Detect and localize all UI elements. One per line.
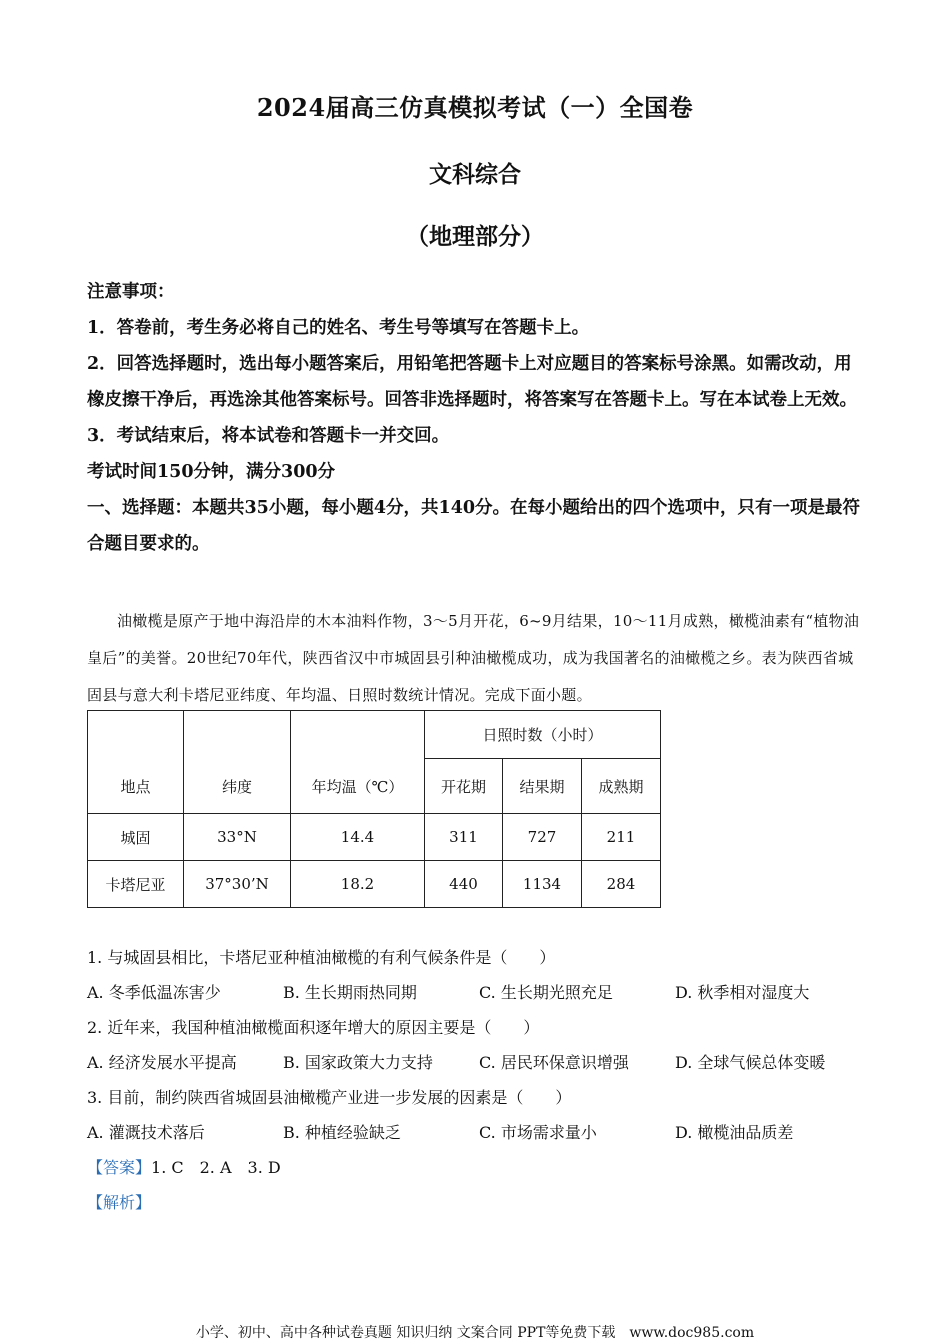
answer-text: 1. C 2. A 3. D (151, 1158, 281, 1177)
question-options (87, 1045, 877, 1080)
cell-ripe: 211 (582, 814, 661, 861)
cell-place: 城固 (88, 814, 184, 861)
footer-text: 小学、初中、高中各种试卷真题 知识归纳 文案合同 PPT等免费下载 (195, 1325, 616, 1341)
option-b: B. 生长期雨热同期 (283, 983, 417, 1002)
header-sunshine: 日照时数（小时） (425, 711, 661, 759)
exam-time: 考试时间150分钟，满分300分 (87, 462, 336, 482)
exam-subtitle: 文科综合 (429, 161, 521, 188)
option-d: D. 橄榄油品质差 (675, 1123, 794, 1142)
option-a: A. 经济发展水平提高 (87, 1053, 237, 1072)
question-stem: 1. 与城固县相比，卡塔尼亚种植油橄榄的有利气候条件是（ ） (87, 948, 556, 967)
option-b: B. 种植经验缺乏 (283, 1123, 401, 1142)
option-c: C. 市场需求量小 (479, 1123, 597, 1142)
header-place: 地点 (88, 711, 184, 814)
option-d: D. 全球气候总体变暖 (675, 1053, 826, 1072)
footer-url[interactable]: www.doc985.com (629, 1325, 755, 1341)
option-a: A. 灌溉技术落后 (87, 1123, 205, 1142)
cell-flower: 311 (425, 814, 503, 861)
cell-flower: 440 (425, 861, 503, 908)
header-latitude: 纬度 (184, 711, 291, 814)
exam-part: （地理部分） (406, 223, 544, 250)
cell-latitude: 33°N (184, 814, 291, 861)
question-options (87, 975, 877, 1010)
section-instructions: 一、选择题：本题共35小题，每小题4分，共140分。在每小题给出的四个选项中，只有一项是最符合题目要求的。 (87, 498, 861, 554)
reading-passage: 油橄榄是原产于地中海沿岸的木本油料作物，3～5月开花，6~9月结果，10～11月成熟，橄榄油素有“植物油皇后”的美誉。20世纪70年代，陕西省汉中市城固县引种油橄榄成功，成为我国著名的油橄榄之乡。表为陕西省城固县与意大利卡塔尼亚纬度、年均温、日照时数统计情况。完成下面小题。 (87, 612, 860, 704)
option-c: C. 居民环保意识增强 (479, 1053, 629, 1072)
answer-line (87, 1150, 877, 1185)
notice-item: 3．考试结束后，将本试卷和答题卡一并交回。 (87, 426, 450, 446)
table-row (88, 814, 661, 861)
header-fruit: 结果期 (503, 759, 582, 814)
question-stem: 2. 近年来，我国种植油橄榄面积逐年增大的原因主要是（ ） (87, 1018, 540, 1037)
cell-ripe: 284 (582, 861, 661, 908)
page-footer (0, 1322, 950, 1342)
option-d: D. 秋季相对湿度大 (675, 983, 810, 1002)
option-c: C. 生长期光照充足 (479, 983, 613, 1002)
notice-section (87, 274, 867, 562)
question-options (87, 1115, 877, 1150)
question-stem: 3. 目前，制约陕西省城固县油橄榄产业进一步发展的因素是（ ） (87, 1088, 572, 1107)
header-flower: 开花期 (425, 759, 503, 814)
notice-item: 2．回答选择题时，选出每小题答案后，用铅笔把答题卡上对应题目的答案标号涂黑。如需改动，用橡皮擦干净后，再选涂其他答案标号。回答非选择题时，将答案写在答题卡上。写在本试卷上无效。 (87, 354, 857, 410)
cell-fruit: 1134 (503, 861, 582, 908)
data-table (87, 710, 661, 908)
questions-section (87, 940, 877, 1220)
option-b: B. 国家政策大力支持 (283, 1053, 433, 1072)
cell-fruit: 727 (503, 814, 582, 861)
answer-label: 【答案】 (87, 1158, 152, 1177)
cell-temp: 14.4 (291, 814, 425, 861)
table-row (88, 861, 661, 908)
exam-title: 2024届高三仿真模拟考试（一）全国卷 (256, 93, 694, 122)
option-a: A. 冬季低温冻害少 (87, 983, 221, 1002)
header-ripe: 成熟期 (582, 759, 661, 814)
cell-place: 卡塔尼亚 (88, 861, 184, 908)
notice-item: 1．答卷前，考生务必将自己的姓名、考生号等填写在答题卡上。 (87, 318, 590, 338)
analysis-line (87, 1185, 877, 1220)
header-temp: 年均温（℃） (291, 711, 425, 814)
cell-temp: 18.2 (291, 861, 425, 908)
notice-heading: 注意事项： (87, 282, 175, 302)
cell-latitude: 37°30’N (184, 861, 291, 908)
analysis-label: 【解析】 (87, 1193, 152, 1212)
